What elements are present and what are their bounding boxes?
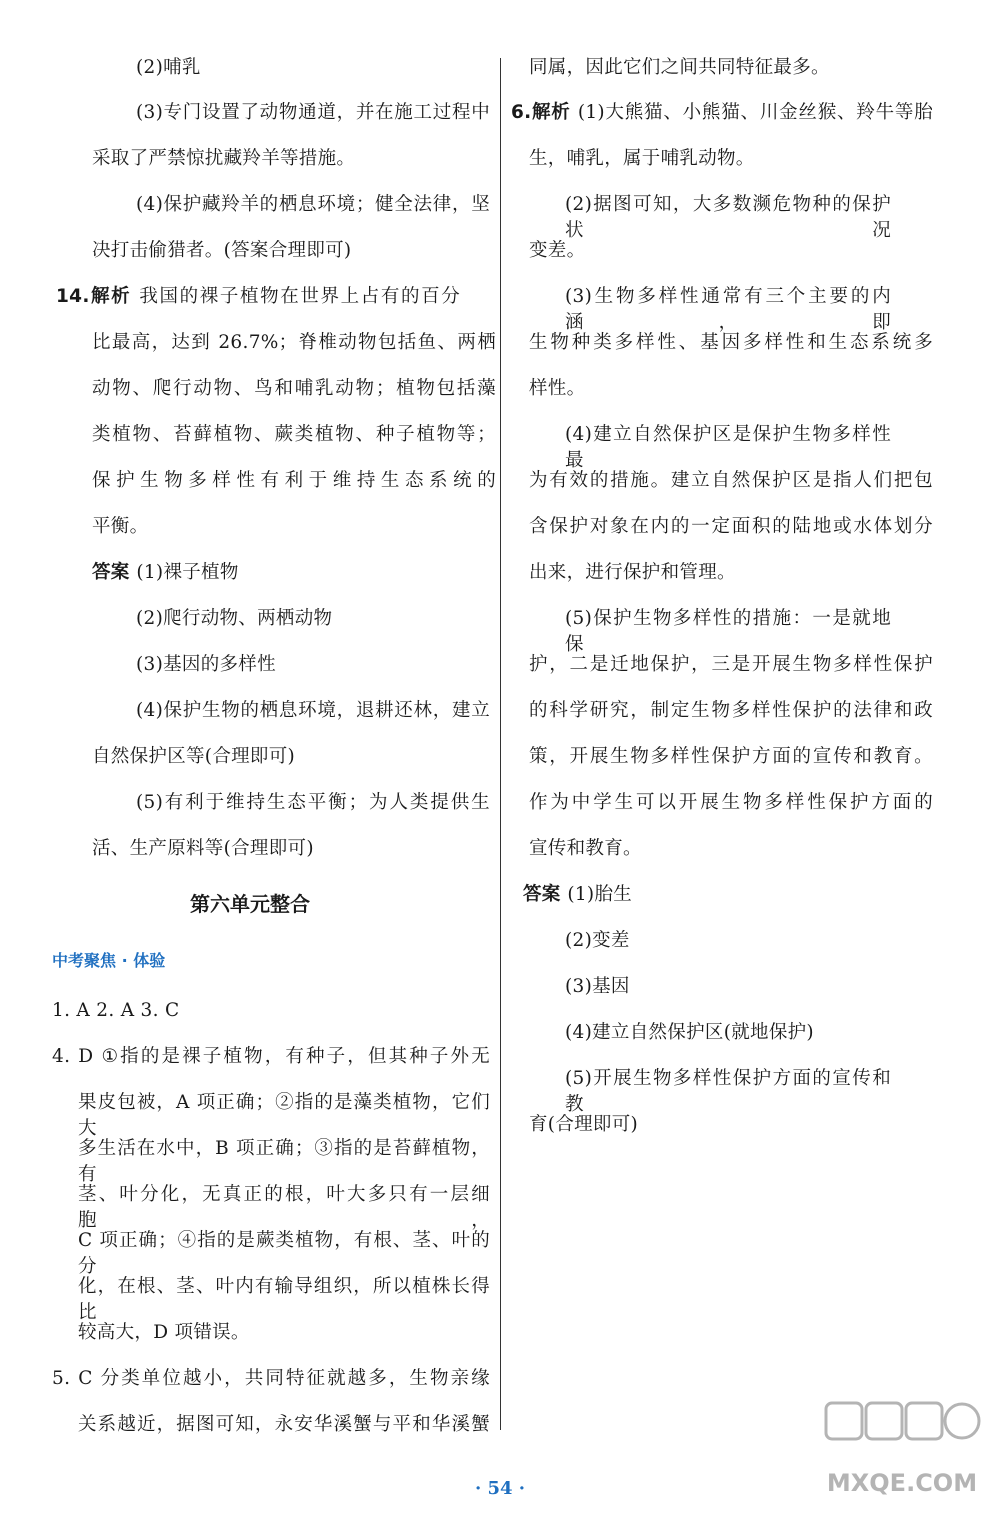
right-line — [529, 146, 755, 172]
right-line — [529, 836, 642, 862]
watermark-logo — [822, 1399, 982, 1509]
line-text: (3)生物多样性通常有三个主要的内涵，即 — [565, 286, 891, 333]
right-line — [529, 652, 933, 678]
right-line — [529, 1112, 638, 1138]
line-text: 类植物、苔藓植物、蕨类植物、种子植物等； — [92, 424, 496, 445]
left-lower-line — [78, 1228, 490, 1277]
label-lead: 答案 — [92, 562, 137, 583]
left-lower-line — [52, 1044, 490, 1070]
left-lower-line — [78, 1090, 490, 1139]
right-line — [529, 698, 933, 724]
right-line — [565, 606, 891, 655]
line-text: 变差。 — [529, 240, 586, 261]
left-line — [136, 698, 490, 724]
right-line — [529, 560, 736, 586]
right-line — [565, 928, 630, 954]
right-line — [529, 468, 933, 494]
line-text: (5)开展生物多样性保护方面的宣传和教 — [565, 1068, 891, 1115]
left-line — [92, 514, 148, 540]
line-text: 我国的裸子植物在世界上占有的百分 — [139, 286, 461, 307]
line-text: 为有效的措施。建立自然保护区是指人们把包 — [529, 470, 933, 491]
left-line — [136, 192, 490, 218]
right-line — [565, 422, 891, 471]
line-text: (3)基因的多样性 — [136, 654, 276, 675]
line-text: 护，二是迁地保护，三是开展生物多样性保护 — [529, 654, 933, 675]
line-text: (5)有利于维持生态平衡；为人类提供生 — [136, 792, 490, 813]
line-text: 5. C 分类单位越小，共同特征就越多，生物亲缘 — [52, 1368, 490, 1389]
right-line — [529, 790, 933, 816]
line-text: 较高大，D 项错误。 — [78, 1322, 250, 1343]
line-text: 育(合理即可) — [529, 1114, 639, 1135]
line-text: 策，开展生物多样性保护方面的宣传和教育。 — [529, 746, 933, 767]
right-line — [529, 744, 933, 770]
left-line — [92, 744, 295, 770]
line-text: (3)基因 — [565, 976, 630, 997]
line-text: (4)建立自然保护区(就地保护) — [565, 1022, 814, 1043]
line-text: 保护生物多样性有利于维持生态系统的 — [92, 470, 496, 491]
watermark-text: MXQE.COM — [826, 1469, 978, 1497]
line-text: 自然保护区等(合理即可) — [92, 746, 296, 767]
line-text: 同属，因此它们之间共同特征最多。 — [529, 57, 830, 78]
line-text: 出来，进行保护和管理。 — [529, 562, 736, 583]
left-line — [92, 468, 496, 494]
line-text: (4)保护生物的栖息环境，退耕还林，建立 — [136, 700, 490, 721]
line-text: 活、生产原料等(合理即可) — [92, 838, 314, 859]
line-text: (5)保护生物多样性的措施：一是就地保 — [565, 608, 891, 655]
right-line — [529, 514, 933, 540]
right-line — [529, 376, 585, 402]
line-text: 含保护对象在内的一定面积的陆地或水体划分 — [529, 516, 933, 537]
left-line — [92, 146, 355, 172]
right-line — [565, 1020, 814, 1046]
left-line — [56, 284, 460, 310]
right-line — [511, 100, 933, 126]
left-line — [92, 560, 239, 586]
line-text: C 项正确；④指的是蕨类植物，有根、茎、叶的分 — [78, 1230, 490, 1277]
line-text: 作为中学生可以开展生物多样性保护方面的 — [529, 792, 933, 813]
line-text: (2)据图可知，大多数濒危物种的保护状况 — [565, 194, 891, 241]
line-text: (1)胎生 — [567, 884, 633, 905]
left-lower-line — [78, 1320, 250, 1346]
label-lead: 6.解析 — [511, 102, 578, 123]
line-text: 的科学研究，制定生物多样性保护的法律和政 — [529, 700, 933, 721]
line-text: (2)变差 — [565, 930, 630, 951]
left-lower-line — [52, 1366, 490, 1392]
line-text: (1)裸子植物 — [136, 562, 239, 583]
left-line — [136, 790, 490, 816]
line-text: 生，哺乳，属于哺乳动物。 — [529, 148, 755, 169]
line-text: 动物、爬行动物、鸟和哺乳动物；植物包括藻 — [92, 378, 496, 399]
unit-title: 第六单元整合 — [190, 892, 310, 916]
line-text: 果皮包被，A 项正确；②指的是藻类植物，它们大 — [78, 1092, 490, 1139]
right-line — [529, 238, 585, 264]
right-line — [529, 330, 933, 356]
line-text: (3)专门设置了动物通道，并在施工过程中 — [136, 102, 490, 123]
right-line — [529, 55, 830, 81]
right-line — [565, 192, 891, 241]
line-text: (4)建立自然保护区是保护生物多样性最 — [565, 424, 891, 471]
left-line — [136, 606, 332, 632]
right-line — [565, 1066, 891, 1115]
line-text: (2)哺乳 — [136, 57, 201, 78]
left-lower-line — [78, 1182, 490, 1231]
line-text: (1)大熊猫、小熊猫、川金丝猴、羚牛等胎 — [577, 102, 933, 123]
left-lower-line — [78, 1136, 490, 1185]
line-text: 生物种类多样性、基因多样性和生态系统多 — [529, 332, 933, 353]
line-text: 多生活在水中，B 项正确；③指的是苔藓植物，有 — [78, 1138, 490, 1185]
line-text: 茎、叶分化，无真正的根，叶大多只有一层细胞， — [78, 1184, 490, 1231]
line-text: 关系越近，据图可知，永安华溪蟹与平和华溪蟹 — [78, 1414, 490, 1435]
line-text: 样性。 — [529, 378, 586, 399]
left-line — [92, 238, 351, 264]
line-text: 化，在根、茎、叶内有输导组织，所以植株长得比 — [78, 1276, 490, 1323]
right-line — [523, 882, 632, 908]
left-line — [92, 376, 496, 402]
label-lead: 答案 — [523, 884, 568, 905]
right-line — [565, 974, 630, 1000]
line-text: 比最高，达到 26.7%；脊椎动物包括鱼、两栖 — [92, 332, 496, 353]
line-text: 宣传和教育。 — [529, 838, 642, 859]
left-line — [92, 836, 314, 862]
right-line — [565, 284, 891, 333]
line-text: 采取了严禁惊扰藏羚羊等措施。 — [92, 148, 356, 169]
left-lower-line — [78, 1412, 490, 1438]
left-line — [136, 652, 276, 678]
column-divider — [500, 58, 501, 1430]
line-text: 平衡。 — [92, 516, 149, 537]
line-text: (4)保护藏羚羊的栖息环境；健全法律，坚 — [136, 194, 490, 215]
left-lower-line — [78, 1274, 490, 1323]
left-line — [92, 422, 496, 448]
left-lower-line — [52, 998, 179, 1024]
line-text: 4. D ①指的是裸子植物，有种子，但其种子外无 — [52, 1046, 490, 1067]
left-line — [136, 100, 490, 126]
section-heading: 中考聚焦 · 体验 — [52, 951, 166, 970]
label-lead: 14.解析 — [56, 286, 140, 307]
left-line — [136, 55, 201, 81]
page-number: · 54 · — [474, 1478, 526, 1499]
line-text: (2)爬行动物、两栖动物 — [136, 608, 333, 629]
line-text: 1. A 2. A 3. C — [52, 1000, 180, 1021]
left-line — [92, 330, 496, 356]
line-text: 决打击偷猎者。(答案合理即可) — [92, 240, 352, 261]
